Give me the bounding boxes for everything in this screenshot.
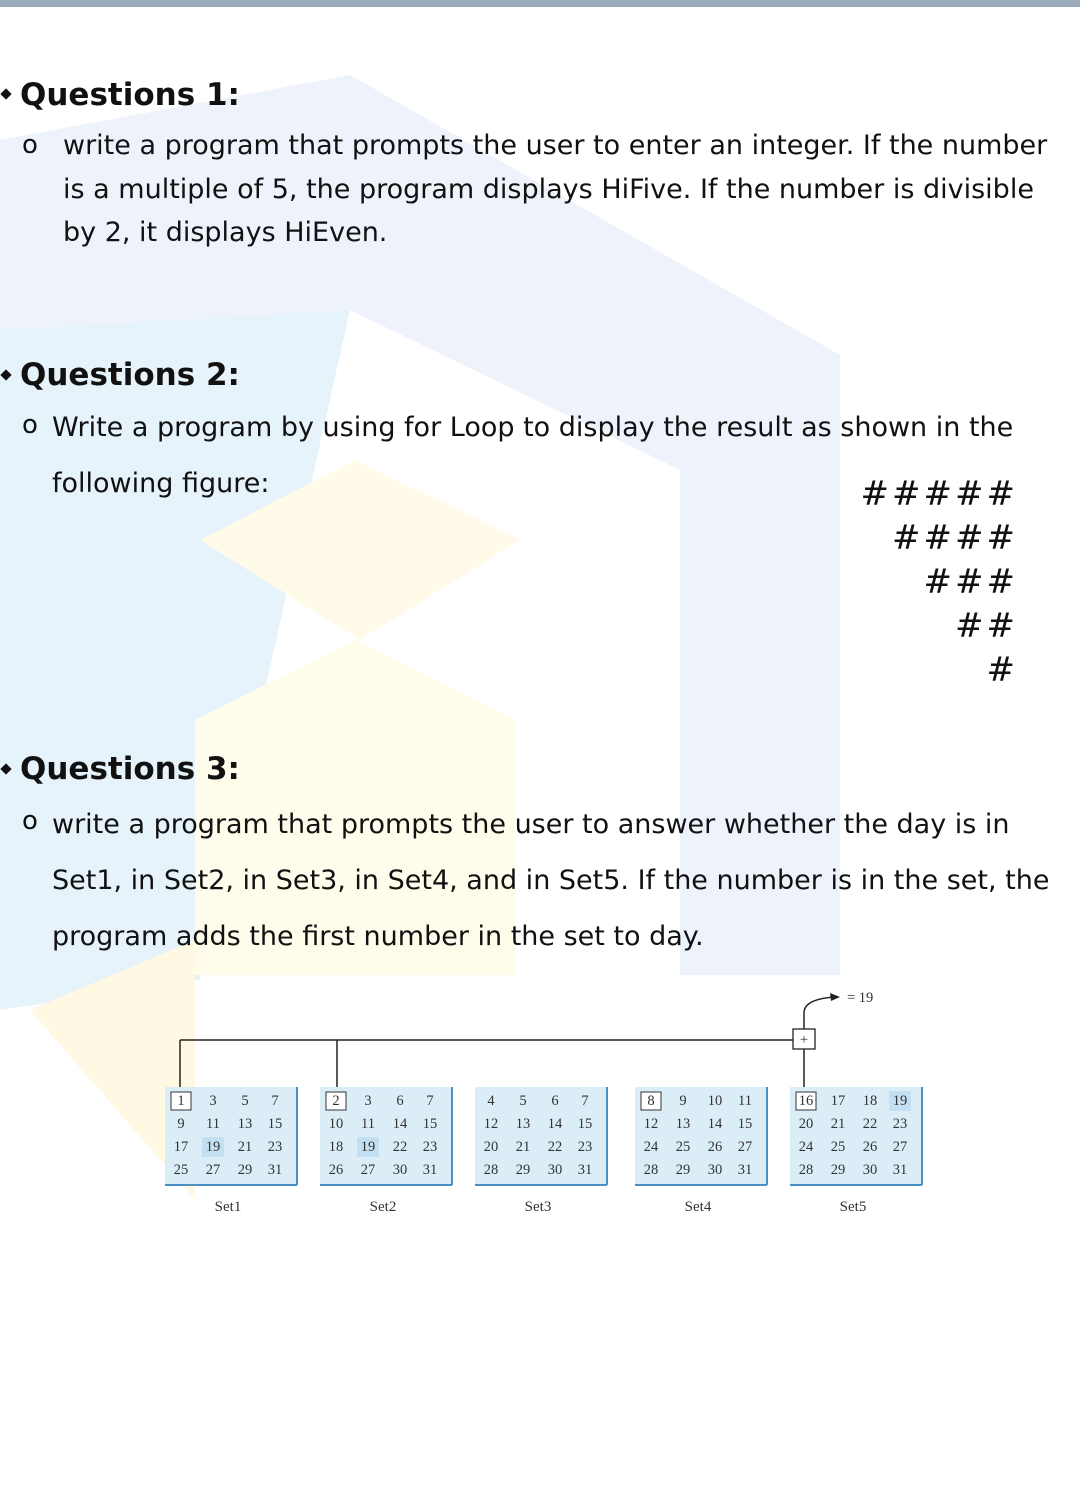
set-number: 29: [237, 1162, 253, 1178]
set-number: 31: [422, 1162, 438, 1178]
set-number: 25: [173, 1162, 189, 1178]
result-arrow: [804, 997, 835, 1029]
set-number: 5: [241, 1093, 249, 1109]
set-number: 10: [707, 1093, 723, 1109]
set-number: 25: [675, 1139, 691, 1155]
set-number: 11: [738, 1093, 752, 1109]
set-number: 28: [483, 1162, 499, 1178]
set-number: 18: [328, 1139, 344, 1155]
set-number: 17: [173, 1139, 189, 1155]
pattern-row: #####: [860, 474, 1018, 514]
set-label: Set1: [214, 1199, 242, 1215]
pattern-row: #: [986, 650, 1018, 690]
set-number: 5: [519, 1093, 527, 1109]
set-number: 30: [392, 1162, 408, 1178]
set-label: Set4: [684, 1199, 712, 1215]
set-number: 4: [487, 1093, 495, 1109]
set-number: 25: [830, 1139, 846, 1155]
set-number: 24: [643, 1139, 659, 1155]
set-number: 2: [332, 1093, 340, 1109]
question-2-title: Questions 2:: [20, 357, 240, 393]
set-number: 12: [643, 1116, 659, 1132]
set-number: 17: [830, 1093, 846, 1109]
set-number: 27: [892, 1139, 908, 1155]
set-number: 3: [364, 1093, 372, 1109]
set-label: Set2: [369, 1199, 397, 1215]
set-number: 7: [581, 1093, 589, 1109]
set-number: 26: [328, 1162, 344, 1178]
set-number: 21: [515, 1139, 531, 1155]
set-number: 19: [360, 1139, 376, 1155]
set-number: 29: [515, 1162, 531, 1178]
set-number: 8: [647, 1093, 655, 1109]
set-number: 11: [361, 1116, 375, 1132]
set-number: 30: [547, 1162, 563, 1178]
set-number: 29: [830, 1162, 846, 1178]
question-1-text: write a program that prompts the user to enter an integer. If the number is a multiple of 5, the program displays HiFive. If the number is divisible by 2, it displays HiEven.: [63, 130, 1048, 248]
set-number: 14: [707, 1116, 723, 1132]
set-number: 27: [205, 1162, 221, 1178]
question-2-text: Write a program by using for Loop to display the result as shown in the following figure:: [52, 412, 1014, 499]
set-number: 31: [577, 1162, 593, 1178]
set-number: 15: [422, 1116, 438, 1132]
set-number: 23: [892, 1116, 908, 1132]
set-label: Set5: [839, 1199, 867, 1215]
set-number: 18: [862, 1093, 878, 1109]
set-number: 20: [798, 1116, 814, 1132]
set-number: 15: [577, 1116, 593, 1132]
set-number: 23: [267, 1139, 283, 1155]
set-number: 15: [737, 1116, 753, 1132]
list-marker: o: [22, 130, 38, 160]
set-number: 20: [483, 1139, 499, 1155]
set-number: 19: [892, 1093, 908, 1109]
pattern-row: ####: [892, 518, 1018, 558]
set-number: 28: [798, 1162, 814, 1178]
set-number: 23: [577, 1139, 593, 1155]
pattern-row: ###: [923, 562, 1018, 602]
list-marker: o: [22, 410, 38, 440]
hash-pattern: [861, 472, 1018, 692]
set-number: 22: [547, 1139, 563, 1155]
plus-icon: +: [799, 1032, 809, 1048]
set-number: 19: [205, 1139, 221, 1155]
set-number: 6: [551, 1093, 559, 1109]
list-marker: o: [22, 806, 38, 836]
set-number: 22: [862, 1116, 878, 1132]
question-1-title: Questions 1:: [20, 77, 240, 113]
set-number: 9: [177, 1116, 185, 1132]
result-label: = 19: [847, 990, 874, 1006]
set-number: 29: [675, 1162, 691, 1178]
set-number: 16: [798, 1093, 814, 1109]
set-number: 6: [396, 1093, 404, 1109]
set-number: 21: [237, 1139, 253, 1155]
set-number: 7: [426, 1093, 434, 1109]
question-3-text: write a program that prompts the user to answer whether the day is in Set1, in Set2, in Set3, in Set4, and in Set5. If the number is in the set, the program adds the first number in the set to day.: [52, 809, 1050, 952]
set-number: 14: [392, 1116, 408, 1132]
set-number: 13: [515, 1116, 531, 1132]
set-number: 14: [547, 1116, 563, 1132]
set-number: 31: [737, 1162, 753, 1178]
set-number: 31: [267, 1162, 283, 1178]
sets-diagram: [150, 975, 950, 1235]
set-number: 9: [679, 1093, 687, 1109]
set-number: 24: [798, 1139, 814, 1155]
set-number: 31: [892, 1162, 908, 1178]
set-number: 30: [707, 1162, 723, 1178]
set-number: 21: [830, 1116, 846, 1132]
set-number: 27: [737, 1139, 753, 1155]
set-number: 27: [360, 1162, 376, 1178]
set-number: 22: [392, 1139, 408, 1155]
set-number: 23: [422, 1139, 438, 1155]
set-number: 26: [707, 1139, 723, 1155]
set-number: 11: [206, 1116, 220, 1132]
set-number: 26: [862, 1139, 878, 1155]
set-number: 10: [328, 1116, 344, 1132]
set-number: 1: [177, 1093, 185, 1109]
set-number: 28: [643, 1162, 659, 1178]
pattern-row: ##: [955, 606, 1018, 646]
arrow-head-icon: [830, 993, 840, 1001]
set-number: 12: [483, 1116, 499, 1132]
set-number: 7: [271, 1093, 279, 1109]
question-3-title: Questions 3:: [20, 751, 240, 787]
set-number: 15: [267, 1116, 283, 1132]
set-number: 13: [675, 1116, 691, 1132]
set-label: Set3: [524, 1199, 552, 1215]
set-number: 30: [862, 1162, 878, 1178]
set-number: 3: [209, 1093, 217, 1109]
set-number: 13: [237, 1116, 253, 1132]
